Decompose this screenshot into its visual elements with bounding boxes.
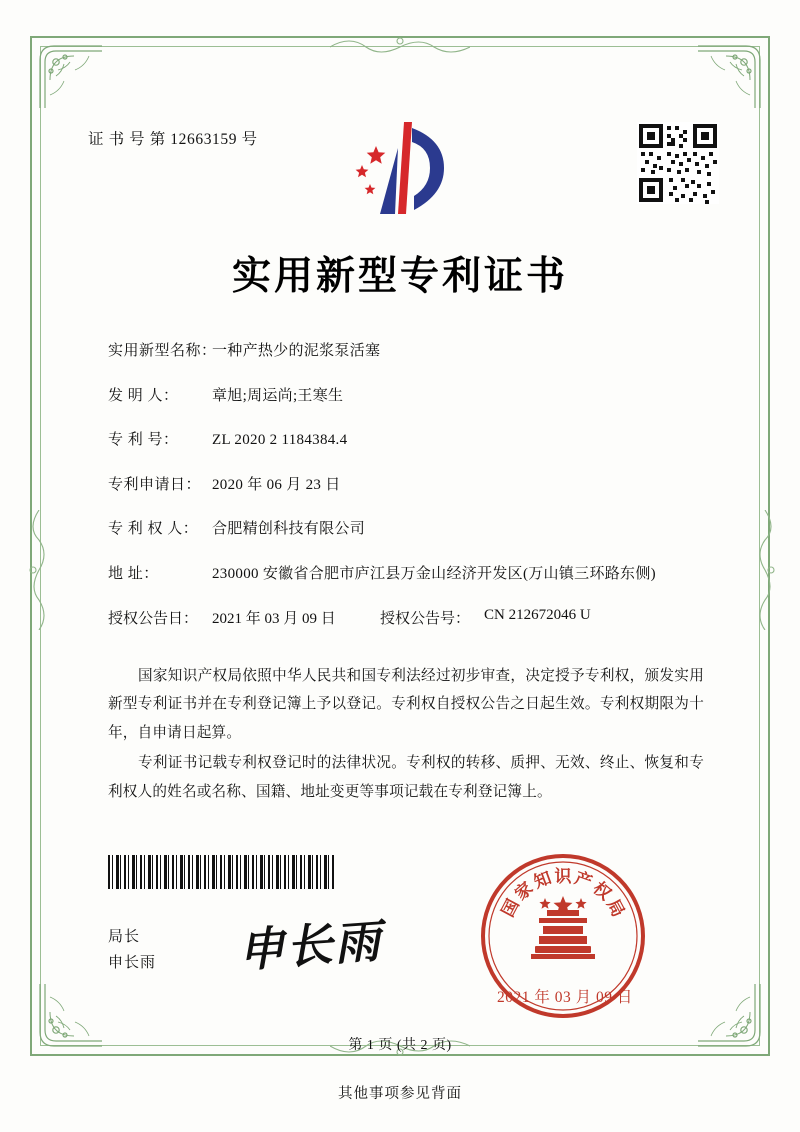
field-label: 地 址： xyxy=(108,565,159,582)
field-list xyxy=(108,340,708,650)
svg-text:国: 国 xyxy=(498,896,524,921)
svg-text:家: 家 xyxy=(511,878,538,905)
svg-text:识: 识 xyxy=(554,867,572,887)
field-patent-number xyxy=(108,429,708,452)
page-number: 第 1 页 (共 2 页) xyxy=(348,1038,452,1053)
body-text xyxy=(108,662,704,808)
director-name-label: 申长雨 xyxy=(108,954,157,971)
handwritten-signature: 申长雨 xyxy=(236,915,384,977)
corner-ornament-icon xyxy=(692,40,766,114)
field-application-date xyxy=(108,474,708,497)
paragraph-1: 国家知识产权局依照中华人民共和国专利法经过初步审查，决定授予专利权，颁发实用新型专利证书并在专利登记簿上予以登记。专利权自授权公告之日起生效。专利权期限为十年，自申请日起算。 xyxy=(108,668,704,741)
certificate-number: 证 书 号 第 12663159 号 xyxy=(88,131,258,148)
field-utility-model-name xyxy=(108,340,708,363)
cnipa-logo-icon xyxy=(340,118,460,222)
field-value: 2020 年 06 月 23 日 xyxy=(212,476,341,493)
paragraph-2: 专利证书记载专利权登记时的法律状况。专利权的转移、质押、无效、终止、恢复和专利权人的姓名或名称、国籍、地址变更等事项记载在专利登记簿上。 xyxy=(108,755,704,800)
field-patentee xyxy=(108,518,708,541)
field-value: 章旭;周运尚;王寒生 xyxy=(212,387,344,404)
field-label: 发 明 人： xyxy=(108,387,179,404)
qr-code xyxy=(637,122,719,204)
svg-text:产: 产 xyxy=(571,868,595,893)
field-value: 230000 安徽省合肥市庐江县万金山经济开发区(万山镇三环路东侧) xyxy=(212,565,656,582)
field-label: 专利申请日： xyxy=(108,476,202,493)
barcode xyxy=(108,855,334,889)
svg-text:局: 局 xyxy=(602,896,628,921)
corner-ornament-icon xyxy=(34,40,108,114)
field-value: 一种产热少的泥浆泵活塞 xyxy=(212,343,381,359)
field-label: 实用新型名称： xyxy=(108,343,217,359)
edge-ornament-icon xyxy=(25,510,47,630)
field-grant-row xyxy=(108,607,708,628)
signature-block xyxy=(108,925,156,976)
edge-ornament-icon xyxy=(330,33,470,55)
page-title: 实用新型专利证书 xyxy=(231,254,568,299)
svg-text:权: 权 xyxy=(588,878,615,905)
field-inventor xyxy=(108,385,708,408)
field-label: 专 利 号： xyxy=(108,432,179,448)
field-address xyxy=(108,563,708,586)
field-value: ZL 2020 2 1184384.4 xyxy=(212,432,348,448)
director-title-label: 局长 xyxy=(108,929,141,945)
footer-note: 其他事项参见背面 xyxy=(338,1086,462,1102)
field-label: 专 利 权 人： xyxy=(108,521,199,537)
grant-date-label: 授权公告日： xyxy=(108,611,199,627)
grant-number-value: CN 212672046 U xyxy=(484,607,591,623)
grant-date-value: 2021 年 03 月 09 日 xyxy=(212,611,336,627)
seal-date: 2021 年 03 月 09 日 xyxy=(497,989,633,1006)
grant-number-label: 授权公告号： xyxy=(380,611,471,627)
edge-ornament-icon xyxy=(757,510,779,630)
field-value: 合肥精创科技有限公司 xyxy=(212,521,366,537)
svg-text:知: 知 xyxy=(531,868,555,893)
